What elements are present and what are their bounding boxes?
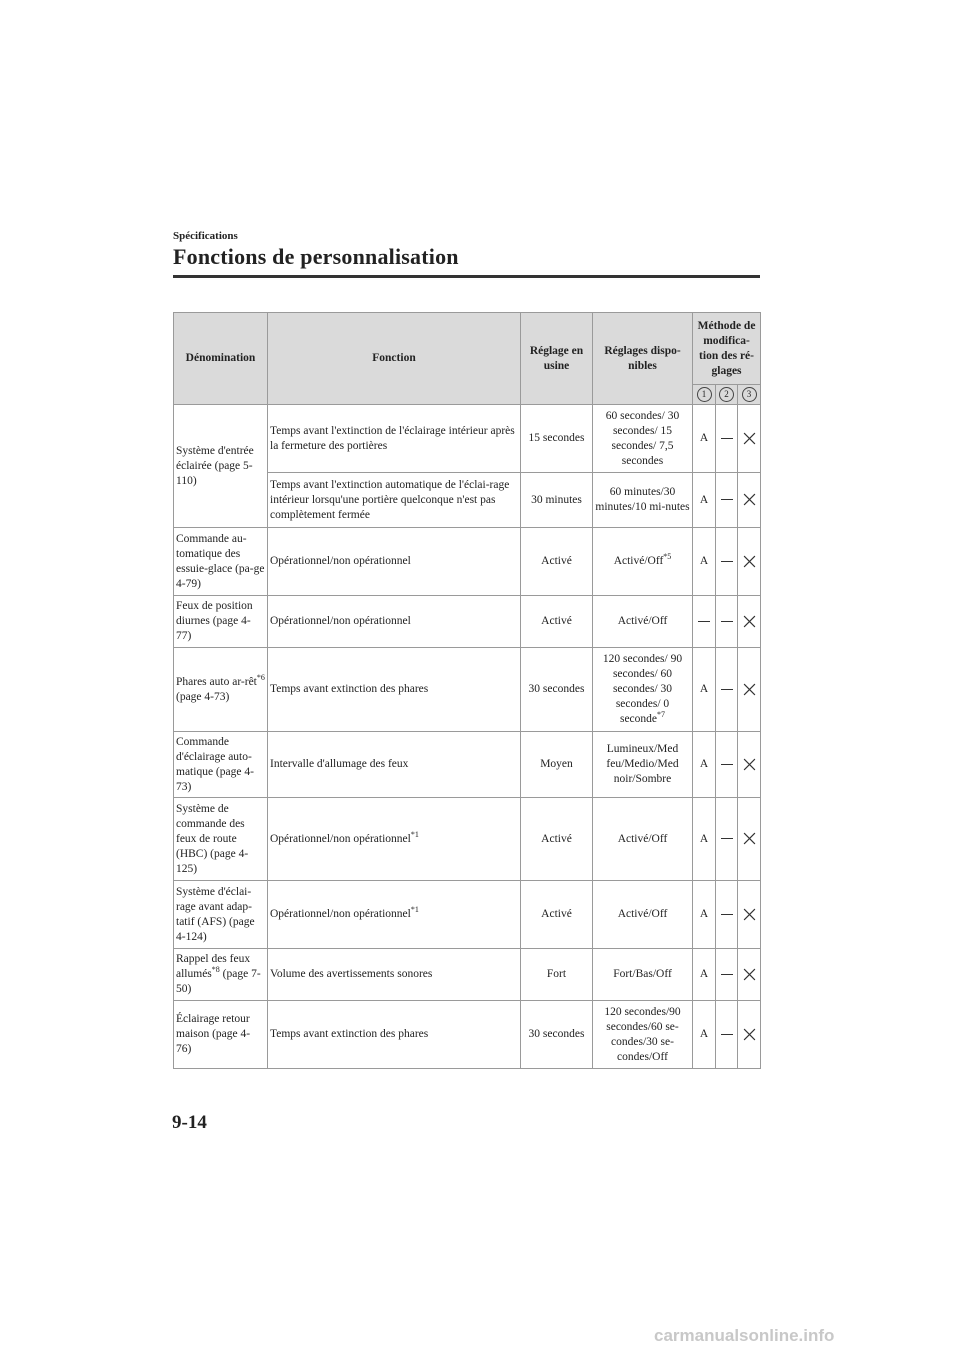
cell-function: Volume des avertissements sonores xyxy=(268,949,521,1001)
name-page-ref: (page 7-50) xyxy=(176,968,261,995)
cross-icon xyxy=(743,683,756,696)
cell-name: Feux de position diurnes (page 4-77) xyxy=(174,596,268,648)
name-text: Phares auto ar-rêt xyxy=(176,675,257,688)
table-row xyxy=(174,949,761,1001)
method-col-1 xyxy=(693,385,716,405)
cell-method-1: A xyxy=(693,798,716,881)
dash-icon xyxy=(721,974,733,975)
dash-icon xyxy=(721,621,733,622)
cell-name xyxy=(174,648,268,732)
name-page-ref: (page 4-73) xyxy=(176,690,230,703)
cell-factory: Activé xyxy=(521,798,593,881)
cell-available: 120 secondes/90 secondes/60 se-condes/30 se-condes/Off xyxy=(593,1001,693,1069)
header-factory: Réglage en usine xyxy=(521,313,593,405)
customization-table xyxy=(173,312,761,1069)
table-row xyxy=(174,648,761,732)
available-text: Activé/Off xyxy=(613,555,664,567)
dash-icon xyxy=(721,838,733,839)
cross-icon xyxy=(743,908,756,921)
cell-function: Temps avant extinction des phares xyxy=(268,648,521,732)
cell-method-2 xyxy=(716,596,738,648)
cell-available: 60 minutes/30 minutes/10 mi-nutes xyxy=(593,473,693,528)
cell-available: Activé/Off xyxy=(593,881,693,949)
cell-method-2 xyxy=(716,648,738,732)
cell-factory: Fort xyxy=(521,949,593,1001)
cell-available: Fort/Bas/Off xyxy=(593,949,693,1001)
cell-method-2 xyxy=(716,405,738,473)
cell-available xyxy=(593,528,693,596)
cell-method-2 xyxy=(716,881,738,949)
cell-name: Système de commande des feux de route (HBC) (page 4-125) xyxy=(174,798,268,881)
cross-icon xyxy=(743,968,756,981)
footnote-marker: *8 xyxy=(211,965,220,975)
circled-number: 1 xyxy=(697,387,712,402)
dash-icon xyxy=(721,438,733,439)
cross-icon xyxy=(743,758,756,771)
cell-method-3 xyxy=(738,528,761,596)
page-number: 9-14 xyxy=(172,1112,207,1133)
cell-method-1: A xyxy=(693,648,716,732)
header-available: Réglages dispo-nibles xyxy=(593,313,693,405)
cell-function: Temps avant l'extinction de l'éclairage intérieur après la fermeture des portières xyxy=(268,405,521,473)
cell-factory: 30 secondes xyxy=(521,648,593,732)
cell-function: Opérationnel/non opérationnel xyxy=(268,596,521,648)
circled-number: 2 xyxy=(719,387,734,402)
cell-method-3 xyxy=(738,473,761,528)
table-row xyxy=(174,798,761,881)
cross-icon xyxy=(743,555,756,568)
method-col-3 xyxy=(738,385,761,405)
cell-name xyxy=(174,949,268,1001)
cell-function: Temps avant extinction des phares xyxy=(268,1001,521,1069)
cell-factory: Activé xyxy=(521,881,593,949)
footnote-marker: *1 xyxy=(410,829,419,839)
cell-method-3 xyxy=(738,1001,761,1069)
cell-available: Activé/Off xyxy=(593,798,693,881)
cell-method-1: A xyxy=(693,949,716,1001)
cell-method-3 xyxy=(738,648,761,732)
cell-method-3 xyxy=(738,881,761,949)
section-label: Spécifications xyxy=(173,230,238,242)
cell-factory: Activé xyxy=(521,596,593,648)
watermark: carmanualsonline.info xyxy=(654,1326,835,1345)
page-title: Fonctions de personnalisation xyxy=(173,244,459,269)
cell-available: Activé/Off xyxy=(593,596,693,648)
cross-icon xyxy=(743,1028,756,1041)
name-text: Rappel des feux allumés xyxy=(176,953,251,980)
footnote-marker: *6 xyxy=(256,672,265,682)
cell-method-1: A xyxy=(693,732,716,798)
cell-method-1: A xyxy=(693,405,716,473)
cell-method-1: A xyxy=(693,473,716,528)
cell-method-2 xyxy=(716,528,738,596)
cross-icon xyxy=(743,493,756,506)
cell-name: Système d'éclai-rage avant adap-tatif (AFS) (page 4-124) xyxy=(174,881,268,949)
cell-method-1: A xyxy=(693,528,716,596)
function-text: Opérationnel/non opérationnel xyxy=(270,908,411,920)
table-row xyxy=(174,528,761,596)
cell-method-3 xyxy=(738,405,761,473)
header-method: Méthode de modifica-tion des ré-glages xyxy=(693,313,761,385)
cell-method-2 xyxy=(716,473,738,528)
cross-icon xyxy=(743,432,756,445)
cell-available: 60 secondes/ 30 secondes/ 15 secondes/ 7,5 secondes xyxy=(593,405,693,473)
function-text: Opérationnel/non opérationnel xyxy=(270,832,411,845)
footnote-marker: *1 xyxy=(410,905,419,915)
cell-method-1: A xyxy=(693,881,716,949)
cell-function: Opérationnel/non opérationnel xyxy=(268,528,521,596)
dash-icon xyxy=(721,1034,733,1035)
circled-number: 3 xyxy=(742,387,757,402)
cell-factory: 30 minutes xyxy=(521,473,593,528)
dash-icon xyxy=(721,689,733,690)
cell-factory: 15 secondes xyxy=(521,405,593,473)
table-row xyxy=(174,1001,761,1069)
cross-icon xyxy=(743,615,756,628)
cell-method-3 xyxy=(738,732,761,798)
cell-name: Commande d'éclairage auto-matique (page 4-73) xyxy=(174,732,268,798)
table-row xyxy=(174,732,761,798)
cell-factory: Activé xyxy=(521,528,593,596)
cell-method-2 xyxy=(716,732,738,798)
header-function: Fonction xyxy=(268,313,521,405)
cell-method-3 xyxy=(738,798,761,881)
cell-name: Système d'entrée éclairée (page 5-110) xyxy=(174,405,268,528)
table-row xyxy=(174,881,761,949)
cell-function: Intervalle d'allumage des feux xyxy=(268,732,521,798)
footnote-marker: *7 xyxy=(657,710,666,720)
cell-available xyxy=(593,648,693,732)
method-col-2 xyxy=(716,385,738,405)
cell-function xyxy=(268,881,521,949)
dash-icon xyxy=(721,764,733,765)
cell-method-1 xyxy=(693,596,716,648)
cell-method-3 xyxy=(738,596,761,648)
cross-icon xyxy=(743,832,756,845)
cell-method-3 xyxy=(738,949,761,1001)
cell-method-2 xyxy=(716,1001,738,1069)
dash-icon xyxy=(721,499,733,500)
dash-icon xyxy=(721,914,733,915)
cell-method-1: A xyxy=(693,1001,716,1069)
cell-method-2 xyxy=(716,949,738,1001)
cell-method-2 xyxy=(716,798,738,881)
footnote-marker: *5 xyxy=(663,552,672,562)
table-row xyxy=(174,405,761,473)
cell-name: Éclairage retour maison (page 4-76) xyxy=(174,1001,268,1069)
title-rule xyxy=(173,275,760,278)
cell-function: Temps avant l'extinction automatique de l'éclai-rage intérieur lorsqu'une portière quelconque n'est pas complètement fermée xyxy=(268,473,521,528)
available-text: 120 secondes/ 90 secondes/ 60 secondes/ 30 secondes/ 0 seconde xyxy=(602,653,683,725)
table-row xyxy=(174,596,761,648)
cell-available: Lumineux/Med feu/Medio/Med noir/Sombre xyxy=(593,732,693,798)
dash-icon xyxy=(721,561,733,562)
cell-name: Commande au-tomatique des essuie-glace (pa-ge 4-79) xyxy=(174,528,268,596)
header-name: Dénomination xyxy=(174,313,268,405)
dash-icon xyxy=(698,621,710,622)
cell-factory: 30 secondes xyxy=(521,1001,593,1069)
cell-factory: Moyen xyxy=(521,732,593,798)
cell-function xyxy=(268,798,521,881)
